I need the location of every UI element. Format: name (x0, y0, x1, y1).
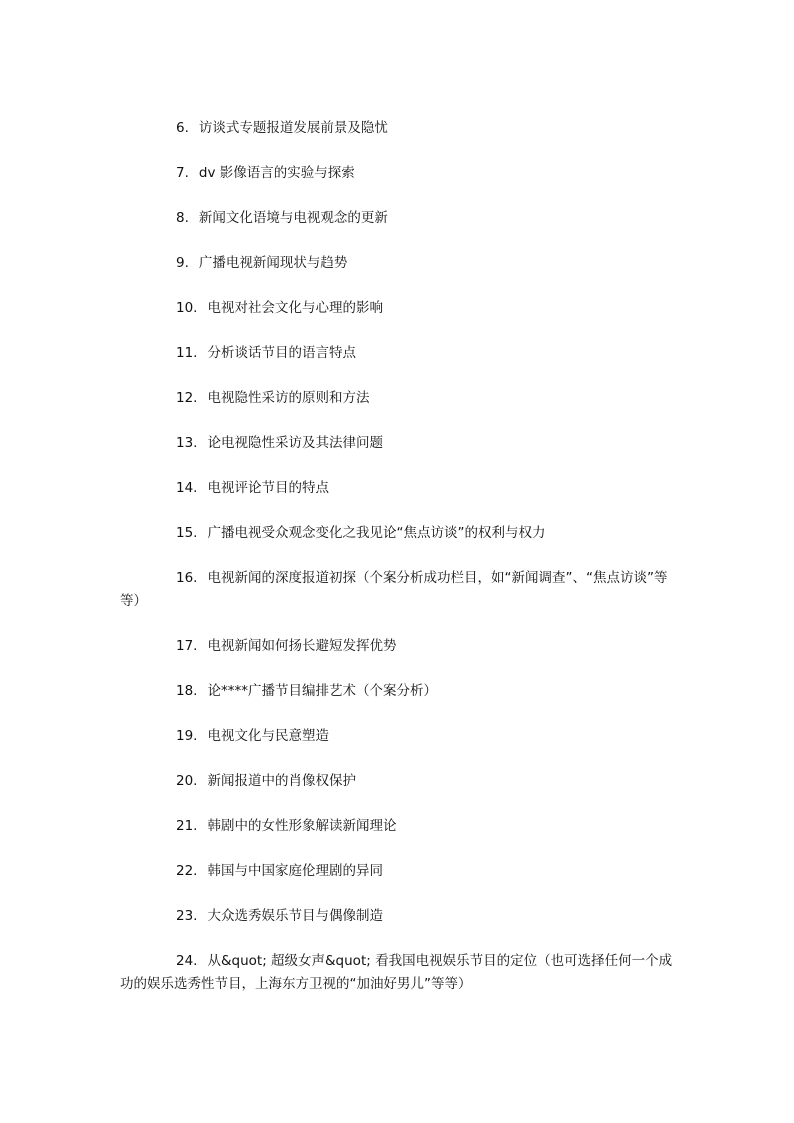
item-number: 9. (176, 255, 189, 271)
list-item (120, 252, 680, 275)
item-number: 21. (176, 818, 198, 834)
item-text: 大众选秀娱乐节目与偶像制造 (207, 908, 383, 924)
item-text: 分析谈话节目的语言特点 (207, 345, 356, 361)
item-number: 20. (176, 773, 198, 789)
item-text: 韩剧中的女性形象解读新闻理论 (207, 818, 397, 834)
list-item (120, 207, 680, 230)
item-text: 访谈式专题报道发展前景及隐忧 (198, 120, 388, 136)
topic-list (120, 117, 680, 1018)
item-text: 广播电视受众观念变化之我见论“焦点访谈”的权利与权力 (207, 525, 546, 541)
item-text: 电视对社会文化与心理的影响 (207, 300, 383, 316)
item-number: 14. (176, 480, 198, 496)
list-item (120, 162, 680, 185)
item-text: dv 影像语言的实验与探索 (198, 165, 355, 181)
item-text: 广播电视新闻现状与趋势 (198, 255, 348, 271)
item-number: 22. (176, 863, 198, 879)
item-number: 18. (176, 683, 198, 699)
list-item (120, 635, 680, 658)
item-text: 新闻文化语境与电视观念的更新 (198, 210, 388, 226)
list-item (120, 815, 680, 838)
list-item (120, 387, 680, 410)
item-number: 8. (176, 210, 189, 226)
item-text: 电视文化与民意塑造 (207, 728, 329, 744)
item-number: 15. (176, 525, 198, 541)
item-text: 论电视隐性采访及其法律问题 (207, 435, 383, 451)
list-item (120, 522, 680, 545)
item-number: 17. (176, 638, 198, 654)
item-number: 23. (176, 908, 198, 924)
list-item (120, 725, 680, 748)
item-text: 电视隐性采访的原则和方法 (207, 390, 370, 406)
item-text: 新闻报道中的肖像权保护 (207, 773, 356, 789)
item-text: 韩国与中国家庭伦理剧的异同 (207, 863, 383, 879)
item-text: 论****广播节目编排艺术（个案分析） (207, 683, 437, 699)
item-number: 16. (176, 570, 198, 586)
item-number: 6. (176, 120, 189, 136)
item-text: 电视新闻的深度报道初探（个案分析成功栏目，如“新闻调查”、“焦点访谈”等等） (120, 570, 668, 609)
list-item (120, 860, 680, 883)
list-item (120, 297, 680, 320)
item-number: 12. (176, 390, 198, 406)
item-number: 19. (176, 728, 198, 744)
item-number: 24. (176, 953, 198, 969)
list-item (120, 432, 680, 455)
list-item (120, 117, 680, 140)
item-text: 从&quot; 超级女声&quot; 看我国电视娱乐节目的定位（也可选择任何一个成功的娱乐选秀性节目，上海东方卫视的“加油好男儿”等等） (120, 953, 673, 992)
item-text: 电视新闻如何扬长避短发挥优势 (207, 638, 397, 654)
item-number: 13. (176, 435, 198, 451)
list-item (120, 950, 680, 996)
list-item (120, 567, 680, 613)
item-number: 11. (176, 345, 198, 361)
list-item (120, 770, 680, 793)
list-item (120, 477, 680, 500)
list-item (120, 342, 680, 365)
item-text: 电视评论节目的特点 (207, 480, 329, 496)
list-item (120, 680, 680, 703)
item-number: 10. (176, 300, 198, 316)
list-item (120, 905, 680, 928)
item-number: 7. (176, 165, 189, 181)
